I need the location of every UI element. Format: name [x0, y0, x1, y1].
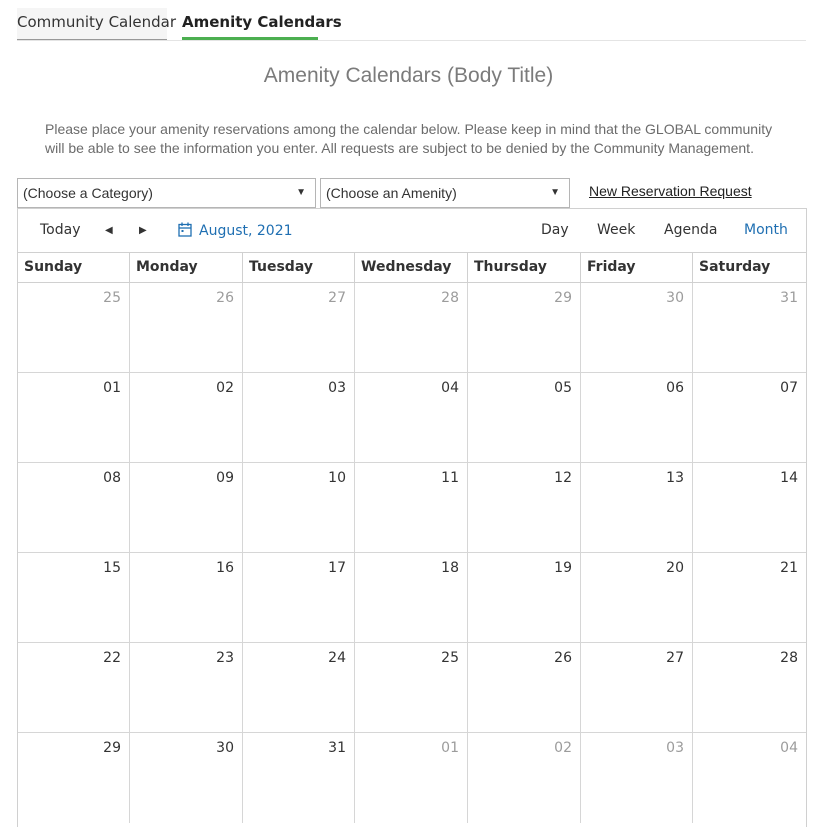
calendar-day-cell[interactable]: 19: [468, 553, 581, 643]
calendar-icon: [178, 222, 192, 237]
weekday-header-tuesday: Tuesday: [243, 253, 355, 282]
calendar-day-cell[interactable]: 13: [581, 463, 693, 553]
category-select-value: (Choose a Category): [23, 185, 153, 201]
current-period-label: August, 2021: [199, 223, 293, 239]
page-title: Amenity Calendars (Body Title): [263, 64, 554, 87]
calendar-day-cell[interactable]: 25: [18, 283, 130, 373]
chevron-down-icon: ▼: [296, 187, 306, 198]
calendar-day-cell[interactable]: 28: [780, 650, 798, 666]
reservation-notice: Please place your amenity reservations among the calendar below. Please keep in mind that the GLOBAL community will be able to see the information you enter. All requests are subject to be denied by the Community Management.: [45, 121, 773, 156]
calendar-day-cell[interactable]: 26: [130, 283, 243, 373]
today-button[interactable]: Today: [40, 222, 81, 238]
calendar-week-row: [18, 463, 806, 553]
view-agenda-button[interactable]: Agenda: [664, 222, 718, 238]
tab-amenity-calendars[interactable]: Amenity Calendars: [182, 8, 318, 40]
view-month-button[interactable]: Month: [744, 222, 788, 238]
calendar-day-cell[interactable]: 23: [130, 643, 243, 733]
calendar-day-cell[interactable]: 04: [355, 373, 468, 463]
amenity-select[interactable]: [320, 178, 570, 208]
calendar-day-cell[interactable]: 27: [243, 283, 355, 373]
calendar-toolbar: [18, 209, 806, 253]
calendar-day-cell[interactable]: 05: [468, 373, 581, 463]
view-day-button[interactable]: Day: [541, 222, 569, 238]
calendar-day-cell[interactable]: 17: [243, 553, 355, 643]
caret-left-icon[interactable]: ◀: [105, 225, 113, 236]
calendar-day-cell[interactable]: 04: [780, 740, 798, 756]
calendar-day-cell[interactable]: 10: [243, 463, 355, 553]
calendar-day-cell[interactable]: 27: [581, 643, 693, 733]
weekday-header-friday: Friday: [581, 253, 693, 282]
calendar-day-cell[interactable]: 08: [18, 463, 130, 553]
calendar-day-cell[interactable]: 31: [243, 733, 355, 823]
weekday-header-wednesday: Wednesday: [355, 253, 468, 282]
chevron-down-icon: ▼: [550, 187, 560, 198]
calendar-day-cell[interactable]: 01: [18, 373, 130, 463]
category-select[interactable]: [17, 178, 316, 208]
calendar-day-cell[interactable]: 09: [130, 463, 243, 553]
calendar-day-cell[interactable]: 16: [130, 553, 243, 643]
calendar-day-cell[interactable]: 15: [18, 553, 130, 643]
calendar-day-cell[interactable]: 31: [780, 290, 798, 306]
calendar-day-cell[interactable]: 29: [18, 733, 130, 823]
calendar-day-cell[interactable]: 30: [130, 733, 243, 823]
calendar-day-cell[interactable]: 26: [468, 643, 581, 733]
calendar-day-cell[interactable]: 11: [355, 463, 468, 553]
calendar-day-cell[interactable]: 28: [355, 283, 468, 373]
calendar-day-cell[interactable]: 03: [243, 373, 355, 463]
amenity-select-value: (Choose an Amenity): [326, 185, 457, 201]
calendar-day-cell[interactable]: 01: [355, 733, 468, 823]
calendar-day-cell[interactable]: 02: [468, 733, 581, 823]
calendar-week-row: [18, 553, 806, 643]
calendar-day-cell[interactable]: 03: [581, 733, 693, 823]
tab-bar: [17, 0, 806, 41]
calendar-day-cell[interactable]: 20: [581, 553, 693, 643]
month-grid: [18, 283, 806, 823]
calendar-day-cell[interactable]: 21: [780, 560, 798, 576]
calendar-day-cell[interactable]: 30: [581, 283, 693, 373]
weekday-header-sunday: Sunday: [18, 253, 130, 282]
calendar-day-cell[interactable]: 06: [581, 373, 693, 463]
view-week-button[interactable]: Week: [597, 222, 636, 238]
calendar-day-cell[interactable]: 29: [468, 283, 581, 373]
calendar-day-cell[interactable]: 12: [468, 463, 581, 553]
calendar-week-row: [18, 373, 806, 463]
current-period-button[interactable]: [178, 222, 293, 239]
weekday-header-monday: Monday: [130, 253, 243, 282]
calendar-day-cell[interactable]: 14: [780, 470, 798, 486]
month-calendar: [17, 208, 807, 827]
weekday-header-thursday: Thursday: [468, 253, 581, 282]
calendar-week-row: [18, 643, 806, 733]
tab-community-calendar[interactable]: Community Calendar: [17, 8, 167, 40]
calendar-day-cell[interactable]: 02: [130, 373, 243, 463]
calendar-week-row: [18, 283, 806, 373]
calendar-day-cell[interactable]: 18: [355, 553, 468, 643]
weekday-header-saturday: Saturday: [699, 259, 771, 275]
calendar-day-cell[interactable]: 07: [780, 380, 798, 396]
caret-right-icon[interactable]: ▶: [139, 225, 147, 236]
calendar-week-row: [18, 733, 806, 823]
calendar-day-cell[interactable]: 24: [243, 643, 355, 733]
calendar-day-cell[interactable]: 25: [355, 643, 468, 733]
new-reservation-request-link[interactable]: New Reservation Request: [589, 183, 752, 199]
weekday-header: [18, 252, 806, 283]
calendar-day-cell[interactable]: 22: [18, 643, 130, 733]
